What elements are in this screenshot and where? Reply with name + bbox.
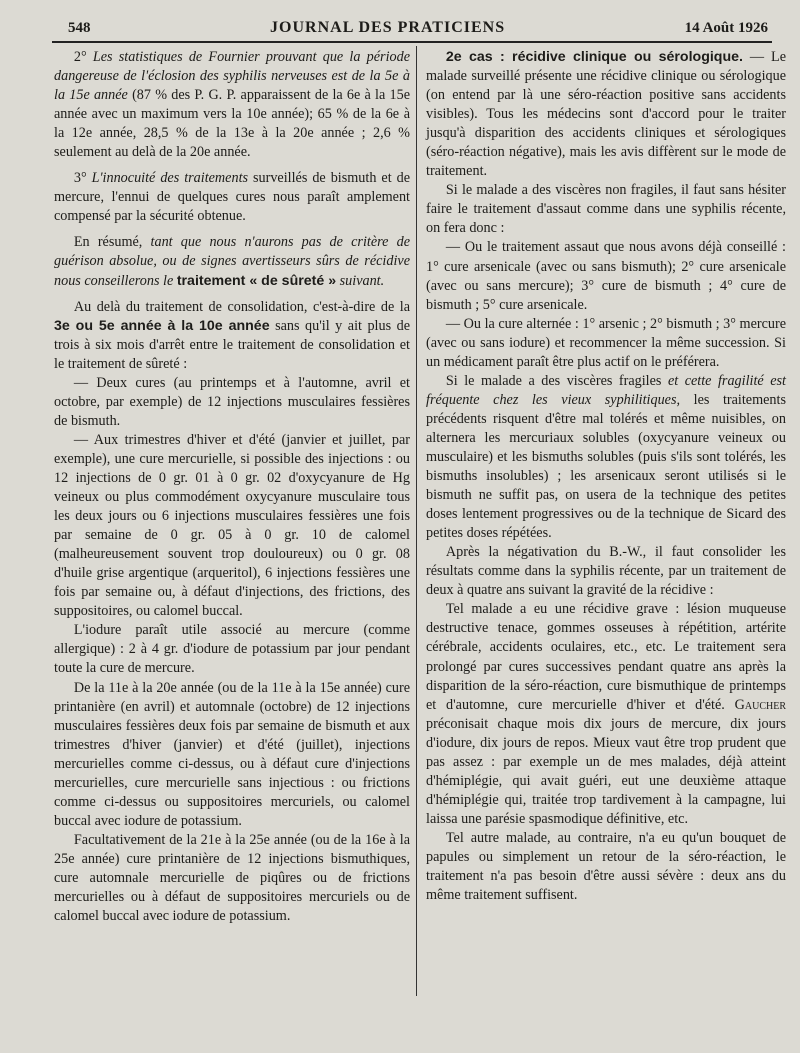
paragraph [426, 372, 786, 543]
bold-text: 3e ou 5e année à la 10e année [54, 317, 270, 334]
paragraph: — Deux cures (au printemps et à l'automne, avril et octobre, par exemple) de 12 injections musculaires fessières de bismuth. [54, 374, 410, 429]
right-column [426, 48, 786, 905]
point-number: 2° [73, 49, 87, 65]
italic-text: Les statistiques de Fournier prouvant que la période dangereuse de l'éclosion des syphilis nerveuses est de la 5e à la 15e année [54, 49, 410, 104]
paragraph: Après la négativation du B.-W., il faut consolider les résultats comme dans la syphilis récente, par un traitement de deux à quatre ans suivant la gravité de la récidive : [426, 544, 786, 599]
paragraph: — Ou le traitement assaut que nous avons déjà conseillé : 1° cure arsenicale (avec ou sans bismuth); 2° cure arsenicale (avec ou sans mercure); 3° cure de bismuth ; 4° cure de bismuth ; 5° cure arsenicale. [426, 239, 786, 313]
paragraph: — Aux trimestres d'hiver et d'été (janvier et juillet, par exemple), une cure mercurielle, si possible des injections : ou 12 injections de 0 gr. 01 à 0 gr. 02 d'oxycyanure de Hg veineux ou plus commodément oxycyanure musculaire tous les deux jours ou 6 injections musculaires fessières une fois par semaine de 0 gr. 05 à 0 gr. 10 de calomel (malheureusement souvent trop douloureux) ou 0 gr. 08 d'huile grise argentique (arqueritol), 6 injections fessières une fois par semaine ou, à défaut d'injections, des frictions, des suppositoires, ou calomel buccal. [54, 431, 410, 620]
italic-text: suivant. [339, 272, 385, 289]
body-text: — Le malade surveillé présente une récidive clinique ou sérologique (on entend par là une séro-réaction positive sans accidents visibles). Tous les médecins sont d'accord pour le traiter jusqu'à disparition des accidents cliniques et sérologiques (séro-réaction négative), mais les avis diffèrent sur le mode de traitement. [426, 49, 786, 180]
body-text: les traitements précédents risquent d'être mal tolérés et même nuisibles, on alternera les mercuriaux solubles (oxycyanure veineux ou musculaire) et les bismuths solubles (puis s'ils sont tolérés, les bismuths insolubles) ; les arsenicaux seront utilisés si le bismuth ne suffit pas, on usera de la technique des petites doses lentement progressives ou de la technique de Sicard des petites doses répétées. [426, 391, 786, 542]
body-text: préconisait chaque mois dix jours de mercure, dix jours d'iodure, dix jours de repos. Mieux vaut être trop prudent que pas assez : par exemple un de mes malades, déjà atteint d'hémiplégie, qui avait guéri, eut une deuxième attaque d'hémiplégie qui, traitée trop tardivement à la campagne, lui laissa une parésie spasmodique définitive, etc. [426, 715, 786, 827]
paragraph [54, 169, 410, 226]
body-text: surveillés de bismuth et de mercure, l'ennui de quelques cures nous paraît amplement compensé par la sécurité obtenue. [54, 170, 410, 225]
paragraph [54, 233, 410, 290]
point-number: 3° [73, 170, 87, 187]
left-column [54, 48, 410, 926]
body-text: Tel malade a eu une récidive grave : lésion muqueuse destructive tenace, gommes osseuses à répétition, artérite cérébrale, accidents oculaires, etc., etc. Le traitement sera prolongé par cures successives pendant quatre ans après la disparition de la séro-réaction, cure bismuthique de printemps et d'automne, cure mercurielle d'hiver et d'été. [426, 601, 786, 713]
column-divider [416, 46, 417, 996]
page-header [68, 16, 768, 40]
paragraph: — Ou la cure alternée : 1° arsenic ; 2° bismuth ; 3° mercure (avec ou sans iodure) et recommencer la même succession. Si un médicament paraît être plus actif on le préférera. [426, 315, 786, 370]
body-text: Si le malade a des viscères fragiles [445, 372, 662, 389]
paragraph: De la 11e à la 20e année (ou de la 11e à la 15e année) cure printanière (en avril) et automnale (octobre) de 12 injections musculaires fessières deux fois par semaine de bismuth et aux trimestres d'hiver (janvier) et d'été (juillet), injections mercurielles comme ci-dessus, ou à défaut cure d'injections mercurielles, cure mercurielle sans injectious : ou frictions comme ci-dessus ou suppositoires mercuriels, ou calomel buccal avec iodure de potassium. [54, 679, 410, 829]
body-text: En résumé, [73, 234, 143, 251]
header-rule [52, 41, 772, 43]
paragraph: Si le malade a des viscères non fragiles, il faut sans hésiter faire le traitement d'assaut comme dans une syphilis récente, on fera donc : [426, 182, 786, 237]
body-text: sans qu'il y ait plus de trois à six mois d'arrêt entre le traitement de consolidation et le traitement de sûreté : [54, 317, 411, 372]
paragraph: Facultativement de la 21e à la 25e année (ou de la 16e à la 25e année) cure printanière de 12 injections bismuthiques, cure automnale mercurielle de piqûres ou de frictions mercurielles ou à défaut de suppositoires mercuriels ou de calomel buccal avec iodure de potassium. [54, 831, 410, 925]
paragraph [426, 600, 786, 829]
bold-text: traitement « de sûreté » [176, 272, 337, 289]
italic-text: L'innocuité des traitements [91, 170, 249, 187]
page-number: 548 [68, 19, 91, 36]
issue-date: 14 Août 1926 [684, 19, 768, 36]
paragraph: Tel autre malade, au contraire, n'a eu qu'un bouquet de papules ou simplement un retour de la séro-réaction, le traitement n'a pas besoin d'être aussi sévère : deux ans du même traitement suffisent. [426, 829, 786, 904]
body-text: (87 % des P. G. P. apparaissent de la 6e à la 15e année avec un maximum vers la 10e année); 65 % de la 6e à la 12e année, 28,5 % de la 13e à la 20e année ; 2,6 % seulement au delà de la 20e année. [54, 87, 410, 161]
author-name: Gaucher [734, 696, 786, 713]
italic-text: tant que nous n'aurons pas de critère de guérison absolue, ou de signes avertisseurs sûrs de récidive nous conseillerons le [54, 234, 410, 289]
paragraph [426, 48, 786, 181]
body-text: Au delà du traitement de consolidation, c'est-à-dire de la [73, 298, 410, 315]
italic-text: et cette fragilité est fréquente chez les vieux syphilitiques, [426, 372, 786, 408]
section-heading: 2e cas : récidive clinique ou sérologique. [445, 49, 743, 65]
paragraph [54, 48, 410, 162]
paragraph [54, 298, 410, 374]
journal-title: JOURNAL DES PRATICIENS [270, 19, 506, 36]
paragraph: L'iodure paraît utile associé au mercure (comme allergique) : 2 à 4 gr. d'iodure de potassium par jour pendant toute la cure de mercure. [54, 622, 410, 677]
